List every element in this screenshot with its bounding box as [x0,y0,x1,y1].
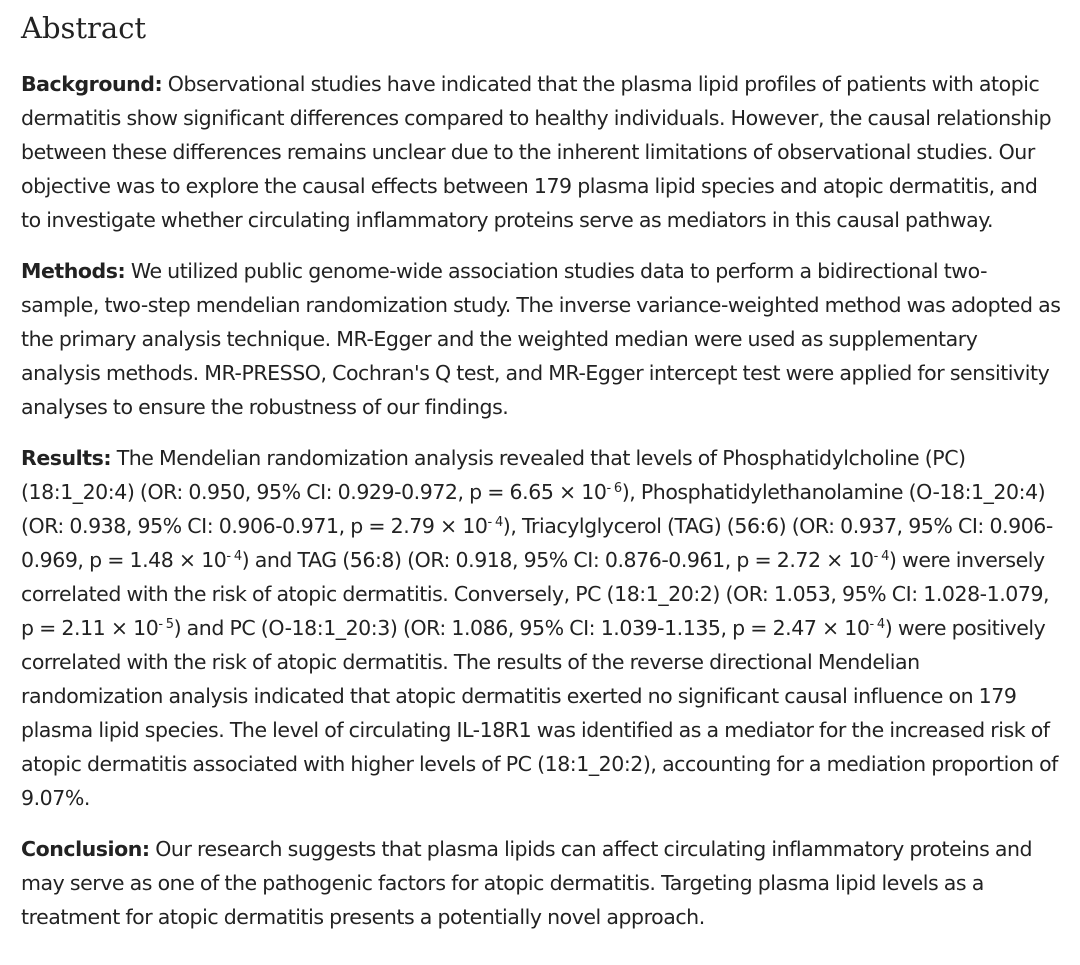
methods-label: Methods: [21,259,126,283]
results-text: ) were inversely correlated with the risk of atopic dermatitis. Conversely, PC (18:1_20:2) (OR: 1.053, 95% CI: 1.028-1.079, p = 2.11 × 10 [21,548,1050,640]
exponent: - 5 [158,616,174,632]
results-text: ) and PC (O-18:1_20:3) (OR: 1.086, 95% CI: 1.039-1.135, p = 2.47 × 10 [173,616,870,640]
conclusion-paragraph [21,832,1062,934]
results-label: Results: [21,446,112,470]
background-paragraph [21,67,1062,237]
exponent: - 4 [873,548,889,564]
abstract-heading: Abstract [21,11,147,45]
background-text: Observational studies have indicated that the plasma lipid profiles of patients with atopic dermatitis show significant differences compared to healthy individuals. However, the causal relationship between these differences remains unclear due to the inherent limitations of observational studies. Our objective was to explore the causal effects between 179 plasma lipid species and atopic dermatitis, and to investigate whether circulating inflammatory proteins serve as mediators in this causal pathway. [21,72,1052,232]
results-text: ) were positively correlated with the risk of atopic dermatitis. The results of the reverse directional Mendelian randomization analysis indicated that atopic dermatitis exerted no significant causal influence on 179 plasma lipid species. The level of circulating IL-18R1 was identified as a mediator for the increased risk of atopic dermatitis associated with higher levels of PC (18:1_20:2), accounting for a mediation proportion of 9.07%. [21,616,1058,810]
results-paragraph [21,441,1062,815]
exponent: - 4 [226,548,242,564]
methods-paragraph [21,254,1062,424]
exponent: - 4 [869,616,885,632]
exponent: - 6 [606,480,622,496]
results-text: The Mendelian randomization analysis revealed that levels of Phosphatidylcholine (PC) (18:1_20:4) (OR: 0.950, 95% CI: 0.929-0.972, p = 6.65 × 10 [21,446,966,504]
conclusion-text: Our research suggests that plasma lipids can affect circulating inflammatory proteins and may serve as one of the pathogenic factors for atopic dermatitis. Targeting plasma lipid levels as a treatment for atopic dermatitis presents a potentially novel approach. [21,837,1033,929]
results-text: ), Triacylglycerol (TAG) (56:6) (OR: 0.937, 95% CI: 0.906-0.969, p = 1.48 × 10 [21,514,1053,572]
methods-text: We utilized public genome-wide association studies data to perform a bidirectional two-sample, two-step mendelian randomization study. The inverse variance-weighted method was adopted as the primary analysis technique. MR-Egger and the weighted median were used as supplementary analysis methods. MR-PRESSO, Cochran's Q test, and MR-Egger intercept test were applied for sensitivity analyses to ensure the robustness of our findings. [21,259,1061,419]
conclusion-label: Conclusion: [21,837,150,861]
results-text: ), Phosphatidylethanolamine (O-18:1_20:4) (OR: 0.938, 95% CI: 0.906-0.971, p = 2.79 × 10 [21,480,1046,538]
exponent: - 4 [487,514,503,530]
background-label: Background: [21,72,163,96]
results-text: ) and TAG (56:8) (OR: 0.918, 95% CI: 0.876-0.961, p = 2.72 × 10 [241,548,874,572]
